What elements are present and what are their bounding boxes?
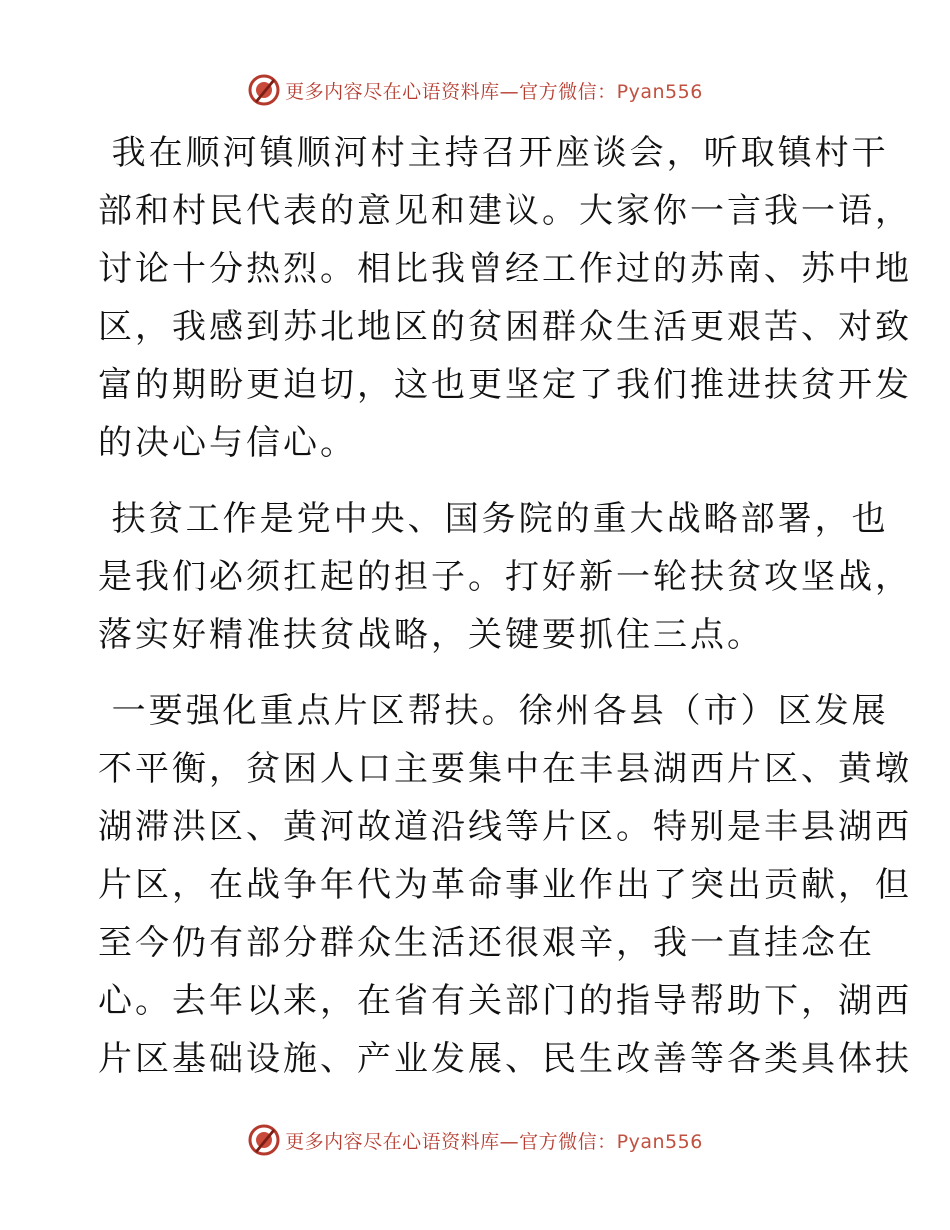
text-line: 一要强化重点片区帮扶。徐州各县（市）区发展 — [111, 691, 889, 731]
text-line: 我在顺河镇顺河村主持召开座谈会，听取镇村干 — [111, 133, 889, 173]
text-line: 至今仍有部分群众生活还很艰辛，我一直挂念在 — [98, 923, 875, 963]
paragraph-3 — [98, 682, 912, 1088]
text-line: 是我们必须扛起的担子。打好新一轮扶贫攻坚战， — [98, 557, 912, 597]
paragraph-2 — [98, 490, 912, 664]
header-banner — [0, 70, 950, 110]
text-line: 的决心与信心。 — [98, 423, 357, 463]
text-line: 片区，在战争年代为革命事业作出了突出贡献，但 — [98, 865, 912, 905]
document-body — [98, 124, 912, 1106]
footer-banner — [0, 1120, 950, 1160]
text-line: 落实好精准扶贫战略，关键要抓住三点。 — [98, 615, 764, 655]
text-line: 扶贫工作是党中央、国务院的重大战略部署，也 — [111, 499, 889, 539]
text-line: 心。去年以来，在省有关部门的指导帮助下，湖西 — [98, 981, 912, 1021]
wechat-id: Pyan556 — [616, 80, 703, 103]
paragraph-1 — [98, 124, 912, 472]
text-line: 不平衡，贫困人口主要集中在丰县湖西片区、黄墩 — [98, 749, 912, 789]
banner-slogan: 更多内容尽在心语资料库—官方微信： — [285, 80, 617, 103]
quill-seal-icon — [247, 1123, 281, 1157]
text-line: 富的期盼更迫切，这也更坚定了我们推进扶贫开发 — [98, 365, 912, 405]
banner-text — [285, 77, 703, 104]
banner-slogan: 更多内容尽在心语资料库—官方微信： — [285, 1130, 617, 1153]
text-line: 湖滞洪区、黄河故道沿线等片区。特别是丰县湖西 — [98, 807, 912, 847]
text-line: 部和村民代表的意见和建议。大家你一言我一语， — [98, 191, 912, 231]
banner-text — [285, 1127, 703, 1154]
text-line: 讨论十分热烈。相比我曾经工作过的苏南、苏中地 — [98, 249, 912, 289]
wechat-id: Pyan556 — [616, 1130, 703, 1153]
quill-seal-icon — [247, 73, 281, 107]
text-line: 片区基础设施、产业发展、民生改善等各类具体扶 — [98, 1039, 912, 1079]
text-line: 区，我感到苏北地区的贫困群众生活更艰苦、对致 — [98, 307, 912, 347]
